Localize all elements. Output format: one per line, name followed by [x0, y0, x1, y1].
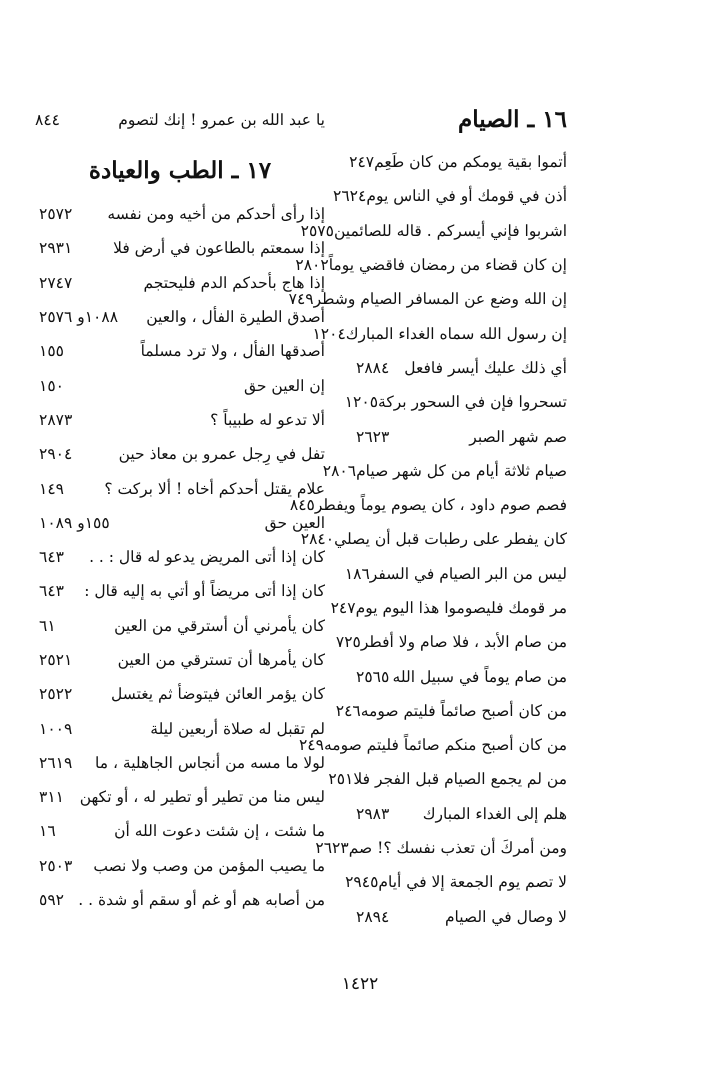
entry-number: ٨٤٥ — [289, 496, 315, 515]
list-item — [35, 437, 325, 471]
entry-text: من صام الأبد ، فلا صام ولا أفطر — [360, 633, 567, 652]
entry-number: ٢٦٢٤ — [333, 187, 367, 206]
list-item — [35, 403, 325, 437]
entry-number: ١٠٨٨و ٢٥٧٦ — [39, 308, 119, 327]
list-item — [349, 145, 567, 179]
entry-text: كان يفطر على رطبات قبل أن يصلي — [334, 530, 567, 549]
section-heading-fasting: ١٦ ـ الصيام — [457, 106, 567, 133]
entry-text: كان إذا أتى مريضاً أو أتي به إليه قال : — [84, 582, 325, 601]
entry-number: ٢٥١ — [328, 770, 354, 789]
entry-text: صيام ثلاثة أيام من كل شهر صيام — [356, 461, 567, 480]
list-item — [35, 609, 325, 643]
entry-number: ١٢٠٤ — [312, 324, 346, 343]
entry-text: من أصابه هم أو غم أو سقم أو شدة . . — [78, 891, 325, 910]
entry-text: أصدقها الفأل ، ولا ترد مسلماً — [140, 342, 325, 361]
list-item — [35, 677, 325, 711]
entry-number: ١٥٠ — [39, 376, 64, 395]
list-item — [300, 214, 567, 248]
entry-number: ٢٨٨٤ — [356, 358, 390, 377]
entry-text: كان يؤمر العائن فيتوضأ ثم يغتسل — [111, 685, 325, 704]
entry-number: ٢٥٢٢ — [39, 685, 73, 704]
entry-number: ٢٨٤٠ — [300, 530, 335, 549]
left-entries-list — [35, 197, 325, 917]
entry-text: إن العين حق — [243, 376, 325, 395]
entry-text: إذا سمعتم بالطاعون في أرض فلا — [113, 239, 325, 258]
list-item — [335, 625, 567, 659]
entry-text: من كان أصبح صائماً فليتم صومه — [360, 701, 567, 720]
page-number: ١٤٢٢ — [341, 974, 379, 994]
entry-text: لولا ما مسه من أنجاس الجاهلية ، ما — [95, 753, 325, 772]
list-item — [330, 591, 567, 625]
entry-text: لا وصال في الصيام — [444, 907, 567, 926]
list-item — [312, 316, 567, 350]
entry-text: لا تصم يوم الجمعة إلا في أيام — [378, 873, 567, 892]
list-item — [35, 540, 325, 574]
entry-text: إذا رأى أحدكم من أخيه ومن نفسه — [107, 205, 325, 224]
list-item — [328, 762, 567, 796]
list-item — [352, 659, 567, 693]
entry-text: إن كان قضاء من رمضان فاقضي يوماً — [328, 256, 567, 275]
entry-text: ما شئت ، إن شئت دعوت الله أن — [114, 822, 325, 841]
entry-number: ٥٩٢ — [39, 891, 64, 910]
entry-number: ٢٤٧ — [330, 599, 356, 617]
list-item — [288, 282, 567, 316]
list-item — [35, 746, 325, 780]
entry-number: ٧٤٩ — [288, 290, 314, 309]
list-item — [352, 797, 567, 831]
entry-number: ٦١ — [39, 616, 56, 635]
entry-number: ٢٥٢١ — [39, 651, 73, 669]
entry-number: ١٥٥ — [39, 342, 64, 361]
entry-number: ٢٤٧ — [349, 153, 375, 172]
entry-number: ١٢٠٥ — [344, 393, 379, 412]
list-item — [35, 814, 325, 848]
entry-text: ومن أمركَ أن تعذب نفسك ؟! صم — [348, 839, 567, 858]
list-item — [35, 266, 325, 300]
list-item — [35, 643, 325, 677]
entry-number: ٢٦٢٣ — [356, 427, 390, 446]
entry-text: أتموا بقية يومكم من كان طَعِم — [374, 153, 567, 172]
list-item — [35, 334, 325, 368]
entry-number: ١٥٥و ١٠٨٩ — [39, 513, 110, 532]
list-item — [344, 557, 567, 591]
entry-number: ٢٩٣١ — [39, 239, 73, 258]
entry-number: ٢٤٩ — [298, 736, 324, 755]
entry-number: ٨٤٤ — [35, 111, 60, 129]
entry-text: ليس من البر الصيام في السفر — [369, 564, 567, 583]
list-item — [295, 248, 567, 282]
list-item — [333, 179, 567, 213]
entry-text: إذا هاج بأحدكم الدم فليحتجم — [143, 273, 325, 292]
entry-number: ٧٢٥ — [335, 633, 361, 652]
entry-text: العين حق — [264, 513, 325, 532]
entry-number: ٢٥٧٢ — [39, 205, 73, 224]
list-item — [35, 368, 325, 402]
entry-text: كان إذا أتى المريض يدعو له قال : . . — [89, 548, 325, 567]
entry-text: علام يقتل أحدكم أخاه ! ألا بركت ؟ — [104, 479, 325, 498]
list-item — [289, 488, 567, 522]
entry-number: ٢٩٨٣ — [356, 804, 390, 823]
entry-text: إن الله وضع عن المسافر الصيام وشطر — [313, 290, 567, 309]
entry-text: ألا تدعو له طبيباً ؟ — [210, 410, 325, 429]
entry-number: ١٦ — [39, 822, 56, 841]
entry-text: أذن في قومك أو في الناس يوم — [366, 187, 567, 206]
entry-number: ٢٤٦ — [335, 701, 361, 720]
entry-text: مر قومك فليصوموا هذا اليوم يوم — [355, 599, 567, 617]
entry-text: ليس منا من تطير أو تطير له ، أو تكهن — [79, 788, 325, 807]
list-item — [298, 728, 567, 762]
list-item — [344, 385, 567, 419]
entry-number: ٦٤٣ — [39, 582, 64, 601]
entry-text: ما يصيب المؤمن من وصب ولا نصب — [93, 856, 325, 875]
list-item — [352, 419, 567, 453]
entry-number: ٣١١ — [39, 788, 64, 807]
entry-number: ٢٦١٩ — [39, 753, 73, 772]
entry-text: فصم صوم داود ، كان يصوم يوماً ويفطر — [314, 496, 567, 515]
entry-number: ٢٦٢٣ — [315, 839, 349, 858]
continued-entry — [35, 95, 325, 145]
entry-text: لم تقبل له صلاة أربعين ليلة — [150, 719, 325, 738]
list-item — [35, 849, 325, 883]
list-item — [345, 865, 567, 899]
section-heading-medicine: ١٧ ـ الطب والعيادة — [88, 157, 272, 184]
entry-number: ٢٨٩٤ — [356, 907, 390, 926]
list-item — [35, 780, 325, 814]
left-column — [35, 95, 325, 917]
list-item — [35, 231, 325, 265]
list-item — [322, 454, 567, 488]
entry-number: ٢٨٧٣ — [39, 410, 73, 429]
entry-text: أصدق الطيرة الفأل ، والعين — [146, 308, 325, 327]
entry-number: ٢٨٠٢ — [295, 256, 329, 275]
entry-text: اشربوا فإني أيسركم . قاله للصائمين — [333, 221, 567, 240]
list-item — [35, 506, 325, 540]
entry-text: يا عبد الله بن عمرو ! إنك لتصوم — [118, 111, 325, 129]
list-item — [35, 883, 325, 917]
entry-text: إن رسول الله سماه الغداء المبارك — [345, 324, 567, 343]
list-item — [352, 900, 567, 934]
entry-number: ٢٥٦٥ — [356, 667, 390, 686]
list-item — [335, 694, 567, 728]
entry-number: ١٠٠٩ — [39, 719, 73, 738]
list-item — [315, 831, 567, 865]
entry-number: ٢٩٠٤ — [39, 445, 73, 464]
entry-number: ٦٤٣ — [39, 548, 64, 567]
entry-number: ٢٧٤٧ — [39, 273, 73, 292]
entry-number: ١٨٦ — [344, 564, 370, 583]
entry-text: كان يأمرها أن تسترقي من العين — [117, 651, 325, 669]
entry-number: ١٤٩ — [39, 479, 64, 498]
entry-number: ٢٨٠٦ — [322, 461, 357, 480]
entry-number: ٢٥٠٣ — [39, 856, 73, 875]
list-item — [35, 471, 325, 505]
entry-text: من صام يوماً في سبيل الله — [392, 667, 567, 686]
entry-text: صم شهر الصبر — [469, 427, 567, 446]
entry-number: ٢٩٤٥ — [345, 873, 379, 892]
list-item — [35, 711, 325, 745]
entry-text: تسحروا فإن في السحور بركة — [378, 393, 567, 412]
entry-text: من كان أصبح منكم صائماً فليتم صومه — [323, 736, 567, 755]
entry-text: أي ذلك عليك أيسر فافعل — [404, 358, 567, 377]
entry-text: من لم يجمع الصيام قبل الفجر فلا — [353, 770, 567, 789]
entry-text: هلم إلى الغداء المبارك — [422, 804, 567, 823]
list-item — [35, 197, 325, 231]
entry-number: ٢٥٧٥ — [300, 221, 334, 240]
list-item — [352, 351, 567, 385]
list-item — [300, 522, 567, 556]
entry-text: تفل في رِجل عمرو بن معاذ حين — [118, 445, 325, 464]
list-item — [35, 300, 325, 334]
entry-text: كان يأمرني أن أسترقي من العين — [114, 616, 325, 635]
list-item — [35, 574, 325, 608]
